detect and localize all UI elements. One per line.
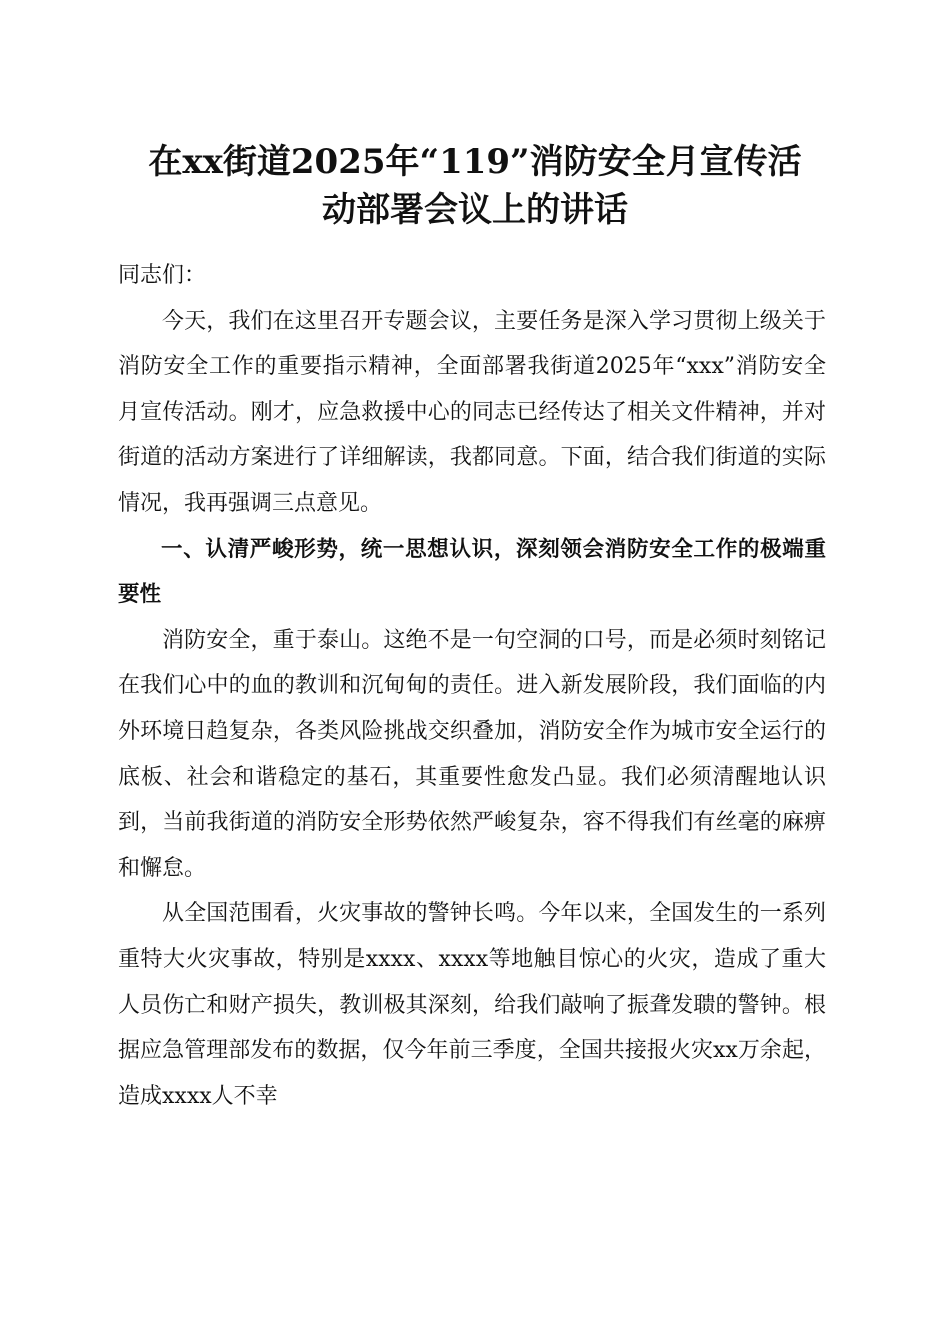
title-line-1: 在xx街道2025年“119”消防安全月宣传活 <box>148 142 802 182</box>
section-heading-1: 一、认清严峻形势，统一思想认识，深刻领会消防安全工作的极端重要性 <box>118 536 826 608</box>
section-1-paragraph-2: 从全国范围看，火灾事故的警钟长鸣。今年以来，全国发生的一系列重特大火灾事故，特别是xxxx、xxxx等地触目惊心的火灾，造成了重大人员伤亡和财产损失，教训极其深刻，给我们敲响了振聋发聩的警钟。根据应急管理部发布的数据，仅今年前三季度，全国共接报火灾xx万余起，造成xxxx人不幸 <box>118 901 826 1109</box>
salutation: 同志们： <box>118 263 207 288</box>
document-body <box>118 253 826 1119</box>
document-title <box>100 138 850 234</box>
section-1-paragraph-1: 消防安全，重于泰山。这绝不是一句空洞的口号，而是必须时刻铭记在我们心中的血的教训和沉甸甸的责任。进入新发展阶段，我们面临的内外环境日趋复杂，各类风险挑战交织叠加，消防安全作为城市安全运行的底板、社会和谐稳定的基石，其重要性愈发凸显。我们必须清醒地认识到，当前我街道的消防安全形势依然严峻复杂，容不得我们有丝毫的麻痹和懈怠。 <box>118 627 826 881</box>
intro-paragraph: 今天，我们在这里召开专题会议，主要任务是深入学习贯彻上级关于消防安全工作的重要指示精神，全面部署我街道2025年“xxx”消防安全月宣传活动。刚才，应急救援中心的同志已经传达了相关文件精神，并对街道的活动方案进行了详细解读，我都同意。下面，结合我们街道的实际情况，我再强调三点意见。 <box>118 308 826 516</box>
title-line-2: 动部署会议上的讲话 <box>322 190 628 230</box>
